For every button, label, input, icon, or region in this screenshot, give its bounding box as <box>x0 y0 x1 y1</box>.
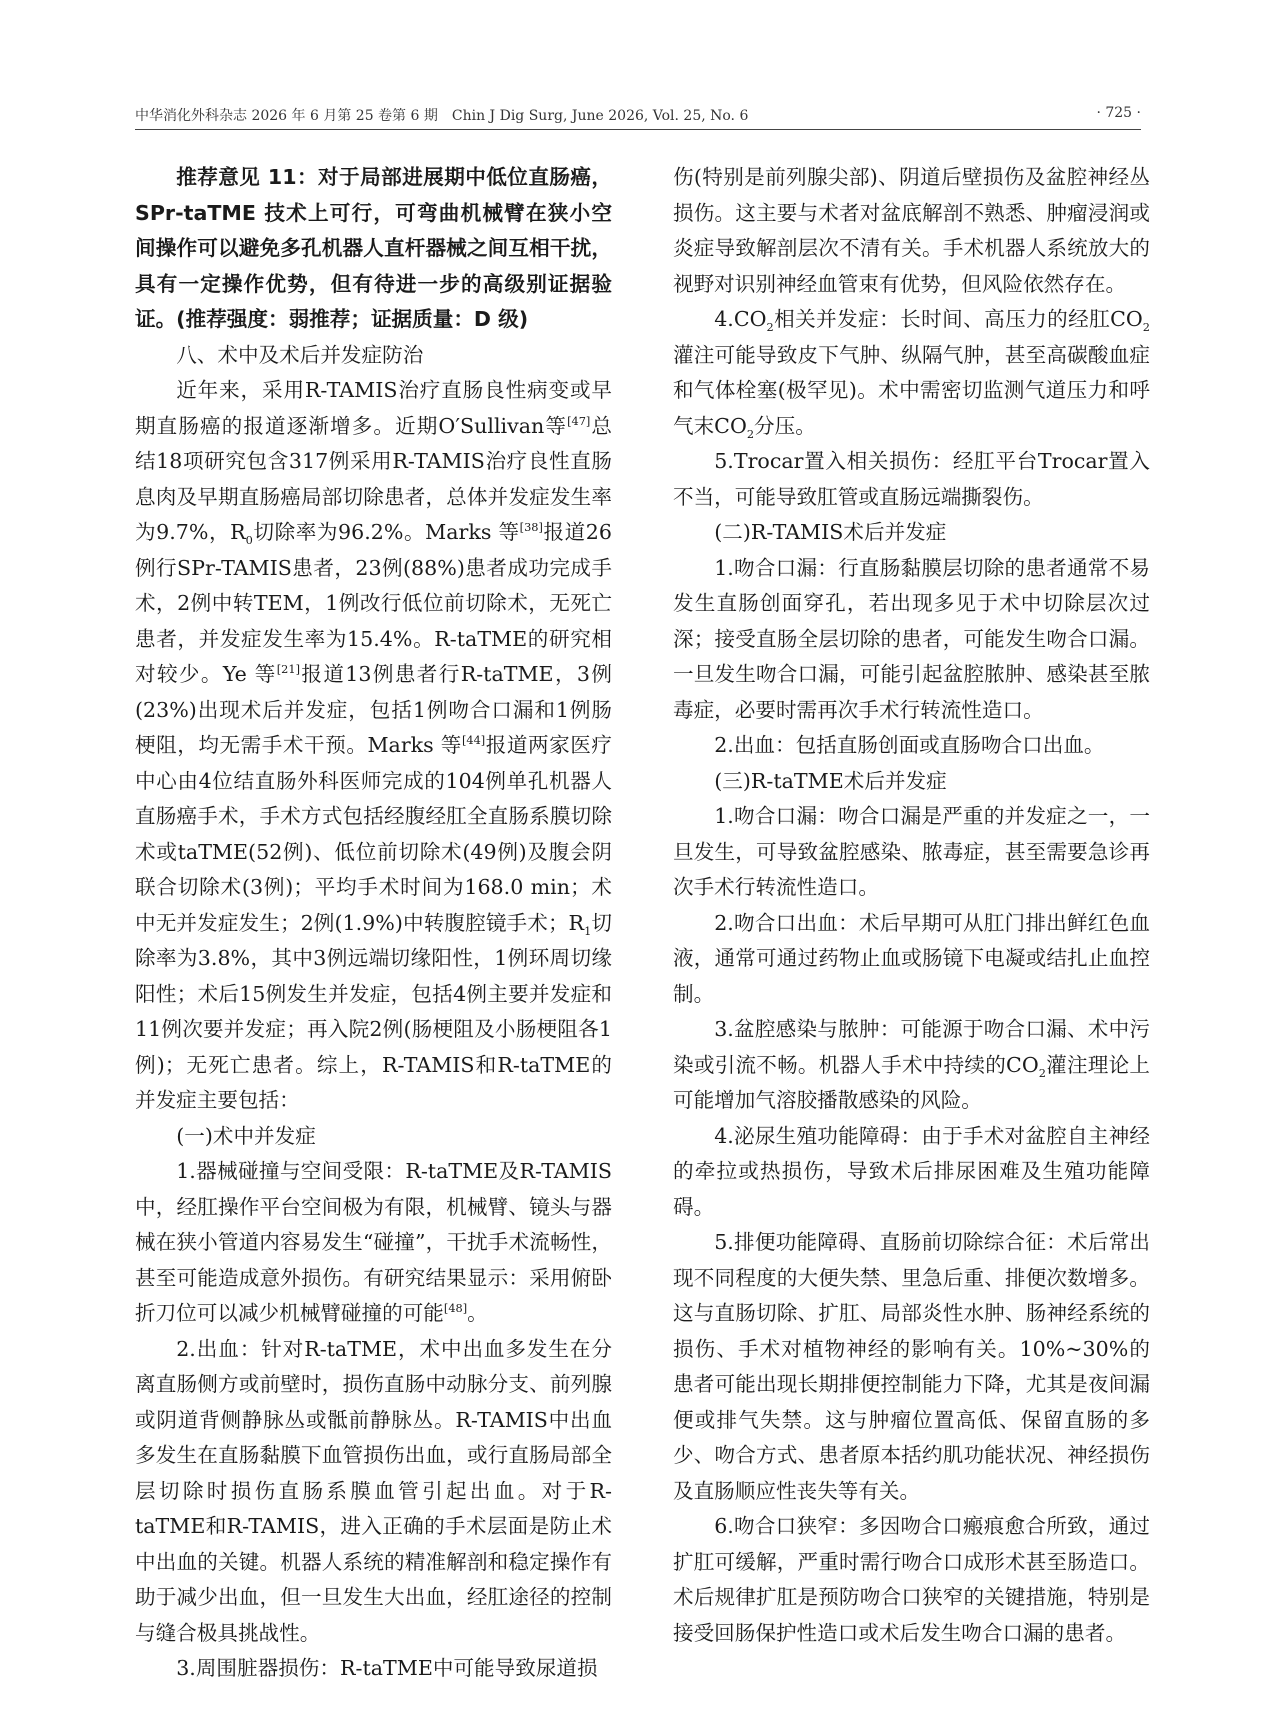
citation-47[interactable]: [47] <box>567 413 591 428</box>
section-heading-8: 八、术中及术后并发症防治 <box>176 342 424 367</box>
item-anastomotic-leak-tatme: 1.吻合口漏：吻合口漏是严重的并发症之一，一旦发生，可导致盆腔感染、脓毒症，甚至需要急诊再次手术行转流性造口。 <box>673 804 1150 899</box>
item-urogenital-dysfunction: 4.泌尿生殖功能障碍：由于手术对盆腔自主神经的牵拉或热损伤，导致术后排尿困难及生殖功能障碍。 <box>673 1123 1150 1219</box>
subscript: 0 <box>245 533 253 548</box>
citation-44[interactable]: [44] <box>461 733 486 748</box>
text-run: 3.盆腔感染与脓肿：可能源于吻合口漏、术中污染或引流不畅。机器人手术中持续的CO <box>673 1017 1150 1077</box>
text-run: 报道两家医疗中心由4位结直肠外科医师完成的104例单孔机器人直肠癌手术，手术方式包括经腹经肛全直肠系膜切除术或taTME(52例)、低位前切除术(49例)及腹会阴联合切除术(3例)；平均手术时间为168.0 min；术中无并发症发生；2例(1.9%)中转腹腔镜手术；R <box>135 733 612 935</box>
text-run: 总结18项研究包含317例采用R-TAMIS治疗良性直肠息肉及早期直肠癌局部切除患者，总体并发症发生率为9.7%，R <box>135 413 613 544</box>
text-run: 报道13例患者行R-taTME，3例(23%)出现术后并发症，包括1例吻合口漏和1例肠梗阻，均无需手术干预。Marks 等 <box>135 662 612 757</box>
text-run: 1.器械碰撞与空间受限：R-taTME及R-TAMIS中，经肛操作平台空间极为有限，机械臂、镜头与器械在狭小管道内容易发生“碰撞”，干扰手术流畅性，甚至可能造成意外损伤。有研究结果显示：采用俯卧折刀位可以减少机械臂碰撞的可能 <box>135 1159 612 1325</box>
subsection-heading-intraop: (一)术中并发症 <box>176 1123 316 1148</box>
item-postop-bleeding: 2.出血：包括直肠创面或直肠吻合口出血。 <box>714 733 1105 757</box>
text-run: 4.CO <box>714 307 767 331</box>
text-run: 切除率为96.2%。Marks 等 <box>252 520 520 544</box>
organ-injury-continued: 伤(特别是前列腺尖部)、阴道后壁损伤及盆腔神经丛损伤。这主要与术者对盆底解剖不熟悉、肿瘤浸润或炎症导致解剖层次不清有关。手术机器人系统放大的视野对识别神经血管束有优势，但风险依然存在。 <box>673 165 1150 296</box>
item-pelvic-infection <box>673 1012 1150 1119</box>
citation-38[interactable]: [38] <box>519 520 543 535</box>
recommendation-11: 推荐意见 11：对于局部进展期中低位直肠癌，SPr-taTME 技术上可行，可弯曲机械臂在狭小空间操作可以避免多孔机器人直杆器械之间互相干扰，具有一定操作优势，但有待进一步的高级别证据验证。(推荐强度：弱推荐；证据质量：D 级) <box>135 165 612 331</box>
citation-48[interactable]: [48] <box>443 1301 468 1316</box>
text-run: 切除率为3.8%，其中3例远端切缘阳性，1例环周切缘阳性；术后15例发生并发症，包括4例主要并发症和11例次要并发症；再入院2例(肠梗阻及小肠梗阻各1例)；无死亡患者。综上，R-TAMIS和R-taTME的并发症主要包括： <box>135 910 613 1112</box>
text-run: 。 <box>467 1301 488 1325</box>
right-column <box>673 160 1150 1651</box>
citation-21[interactable]: [21] <box>276 662 300 677</box>
left-column <box>135 160 612 1687</box>
subscript: 1 <box>584 923 592 938</box>
subscript: 2 <box>766 320 774 335</box>
item-anastomotic-stricture: 6.吻合口狭窄：多因吻合口瘢痕愈合所致，通过扩肛可缓解，严重时需行吻合口成形术甚至肠造口。术后规律扩肛是预防吻合口狭窄的关键措施，特别是接受回肠保护性造口或术后发生吻合口漏的患者。 <box>673 1514 1150 1645</box>
subscript: 2 <box>1038 1065 1046 1080</box>
item-bleeding: 2.出血：针对R-taTME，术中出血多发生在分离直肠侧方或前壁时，损伤直肠中动脉分支、前列腺或阴道背侧静脉丛或骶前静脉丛。R-TAMIS中出血多发生在直肠黏膜下血管损伤出血，或行直肠局部全层切除时损伤直肠系膜血管引起出血。对于R-taTME和R-TAMIS，进入正确的手术层面是防止术中出血的关键。机器人系统的精准解剖和稳定操作有助于减少出血，但一旦发生大出血，经肛途径的控制与缝合极具挑战性。 <box>135 1336 612 1645</box>
text-run: 相关并发症：长时间、高压力的经肛CO <box>773 307 1143 331</box>
item-bowel-dysfunction: 5.排便功能障碍、直肠前切除综合征：术后常出现不同程度的大便失禁、里急后重、排便次数增多。这与直肠切除、扩肛、局部炎性水肿、肠神经系统的损伤、手术对植物神经的影响有关。10%~30%的患者可能出现长期排便控制能力下降，尤其是夜间漏便或排气失禁。这与肿瘤位置高低、保留直肠的多少、吻合方式、患者原本括约肌功能状况、神经损伤及直肠顺应性丧失等有关。 <box>673 1230 1150 1503</box>
text-run: 近年来，采用R-TAMIS治疗直肠良性病变或早期直肠癌的报道逐渐增多。近期O′Sullivan等 <box>135 378 612 438</box>
page-number: · 725 · <box>1096 105 1141 121</box>
subscript: 2 <box>746 426 755 441</box>
text-run: 报道26例行SPr-TAMIS患者，23例(88%)患者成功完成手术，2例中转TEM，1例改行低位前切除术，无死亡患者，并发症发生率为15.4%。R-taTME的研究相对较少。Ye 等 <box>135 520 612 686</box>
subsection-heading-rtamis-postop: (二)R-TAMIS术后并发症 <box>714 520 947 544</box>
item-anastomotic-bleeding: 2.吻合口出血：术后早期可从肛门排出鲜红色血液，通常可通过药物止血或肠镜下电凝或结扎止血控制。 <box>673 910 1150 1006</box>
item-anastomotic-leak: 1.吻合口漏：行直肠黏膜层切除的患者通常不易发生直肠创面穿孔，若出现多见于术中切除层次过深；接受直肠全层切除的患者，可能发生吻合口漏。一旦发生吻合口漏，可能引起盆腔脓肿、感染甚至脓毒症，必要时需再次手术行转流性造口。 <box>673 555 1150 722</box>
running-header <box>135 103 1141 130</box>
item-co2-complications <box>673 302 1150 444</box>
subsection-heading-rtatme-postop: (三)R-taTME术后并发症 <box>714 768 947 793</box>
item-instrument-collision <box>135 1154 612 1332</box>
text-run: 分压。 <box>754 413 816 438</box>
subscript: 2 <box>1142 320 1150 335</box>
text-run: 灌注可能导致皮下气肿、纵隔气肿，甚至高碳酸血症和气体栓塞(极罕见)。术中需密切监测气道压力和呼气末CO <box>673 342 1150 438</box>
text-run: 灌注理论上可能增加气溶胶播散感染的风险。 <box>673 1052 1151 1112</box>
item-trocar-injury: 5.Trocar置入相关损伤：经肛平台Trocar置入不当，可能导致肛管或直肠远端撕裂伤。 <box>673 449 1150 509</box>
paragraph-complications-review <box>135 373 612 1119</box>
item-organ-injury: 3.周围脏器损伤：R-taTME中可能导致尿道损 <box>176 1656 598 1680</box>
journal-citation: 中华消化外科杂志 2026 年 6 月第 25 卷第 6 期 Chin J Dig Surg, June 2026, Vol. 25, No. 6 <box>135 108 749 124</box>
